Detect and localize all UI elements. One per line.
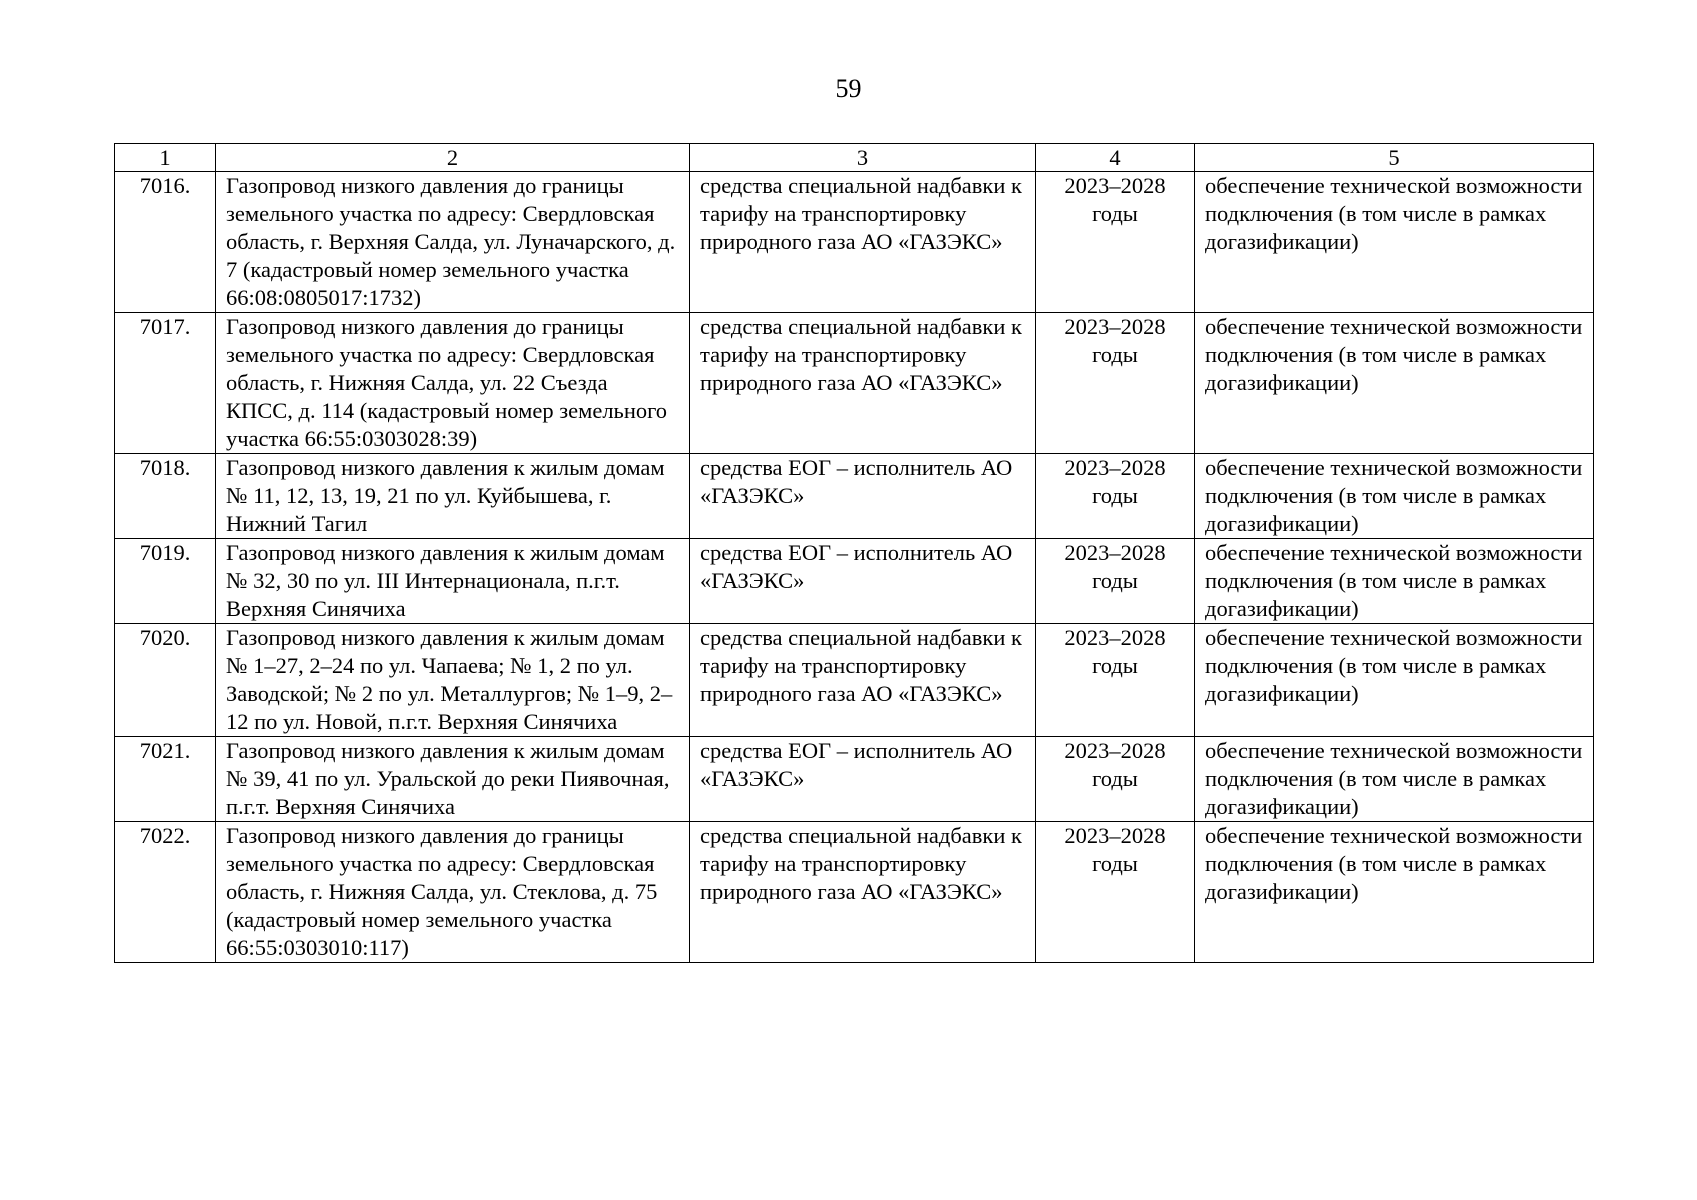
- object-description: Газопровод низкого давления к жилым домам № 39, 41 по ул. Уральской до реки Пиявочная, п.г.т. Верхняя Синячиха: [216, 737, 690, 822]
- object-description: Газопровод низкого давления к жилым домам № 1–27, 2–24 по ул. Чапаева; № 1, 2 по ул. Заводской; № 2 по ул. Металлургов; № 1–9, 2–12 по ул. Новой, п.г.т. Верхняя Синячиха: [216, 624, 690, 737]
- column-header-5: 5: [1195, 144, 1594, 172]
- object-description: Газопровод низкого давления до границы земельного участка по адресу: Свердловская область, г. Верхняя Салда, ул. Луначарского, д. 7 (кадастровый номер земельного участка 66:08:0805017:1732): [216, 172, 690, 313]
- object-description: Газопровод низкого давления к жилым домам № 11, 12, 13, 19, 21 по ул. Куйбышева, г. Нижний Тагил: [216, 454, 690, 539]
- implementation-period: 2023–2028 годы: [1036, 737, 1195, 822]
- purpose: обеспечение технической возможности подключения (в том числе в рамках догазификации): [1195, 172, 1594, 313]
- header-row: [115, 144, 1594, 172]
- row-number: 7016.: [115, 172, 216, 313]
- page-number: 59: [835, 74, 862, 103]
- table-row: [115, 454, 1594, 539]
- table-row: [115, 822, 1594, 963]
- implementation-period: 2023–2028 годы: [1036, 172, 1195, 313]
- funding-source: средства специальной надбавки к тарифу на транспортировку природного газа АО «ГАЗЭКС»: [690, 822, 1036, 963]
- purpose: обеспечение технической возможности подключения (в том числе в рамках догазификации): [1195, 539, 1594, 624]
- implementation-period: 2023–2028 годы: [1036, 822, 1195, 963]
- purpose: обеспечение технической возможности подключения (в том числе в рамках догазификации): [1195, 313, 1594, 454]
- row-number: 7018.: [115, 454, 216, 539]
- implementation-period: 2023–2028 годы: [1036, 539, 1195, 624]
- funding-source: средства ЕОГ – исполнитель АО «ГАЗЭКС»: [690, 737, 1036, 822]
- funding-source: средства специальной надбавки к тарифу на транспортировку природного газа АО «ГАЗЭКС»: [690, 172, 1036, 313]
- column-header-1: 1: [115, 144, 216, 172]
- row-number: 7020.: [115, 624, 216, 737]
- funding-source: средства ЕОГ – исполнитель АО «ГАЗЭКС»: [690, 454, 1036, 539]
- gas-pipeline-table: [114, 143, 1594, 963]
- row-number: 7022.: [115, 822, 216, 963]
- row-number: 7017.: [115, 313, 216, 454]
- purpose: обеспечение технической возможности подключения (в том числе в рамках догазификации): [1195, 624, 1594, 737]
- row-number: 7019.: [115, 539, 216, 624]
- funding-source: средства специальной надбавки к тарифу на транспортировку природного газа АО «ГАЗЭКС»: [690, 624, 1036, 737]
- column-header-3: 3: [690, 144, 1036, 172]
- row-number: 7021.: [115, 737, 216, 822]
- object-description: Газопровод низкого давления до границы земельного участка по адресу: Свердловская область, г. Нижняя Салда, ул. 22 Съезда КПСС, д. 114 (кадастровый номер земельного участка 66:55:0303028:39): [216, 313, 690, 454]
- funding-source: средства специальной надбавки к тарифу на транспортировку природного газа АО «ГАЗЭКС»: [690, 313, 1036, 454]
- object-description: Газопровод низкого давления до границы земельного участка по адресу: Свердловская область, г. Нижняя Салда, ул. Стеклова, д. 75 (кадастровый номер земельного участка 66:55:0303010:117): [216, 822, 690, 963]
- column-header-4: 4: [1036, 144, 1195, 172]
- funding-source: средства ЕОГ – исполнитель АО «ГАЗЭКС»: [690, 539, 1036, 624]
- table-row: [115, 313, 1594, 454]
- object-description: Газопровод низкого давления к жилым домам № 32, 30 по ул. III Интернационала, п.г.т. Верхняя Синячиха: [216, 539, 690, 624]
- column-header-2: 2: [216, 144, 690, 172]
- table-row: [115, 737, 1594, 822]
- table-row: [115, 172, 1594, 313]
- purpose: обеспечение технической возможности подключения (в том числе в рамках догазификации): [1195, 737, 1594, 822]
- implementation-period: 2023–2028 годы: [1036, 313, 1195, 454]
- table-row: [115, 539, 1594, 624]
- purpose: обеспечение технической возможности подключения (в том числе в рамках догазификации): [1195, 454, 1594, 539]
- implementation-period: 2023–2028 годы: [1036, 624, 1195, 737]
- implementation-period: 2023–2028 годы: [1036, 454, 1195, 539]
- purpose: обеспечение технической возможности подключения (в том числе в рамках догазификации): [1195, 822, 1594, 963]
- table-row: [115, 624, 1594, 737]
